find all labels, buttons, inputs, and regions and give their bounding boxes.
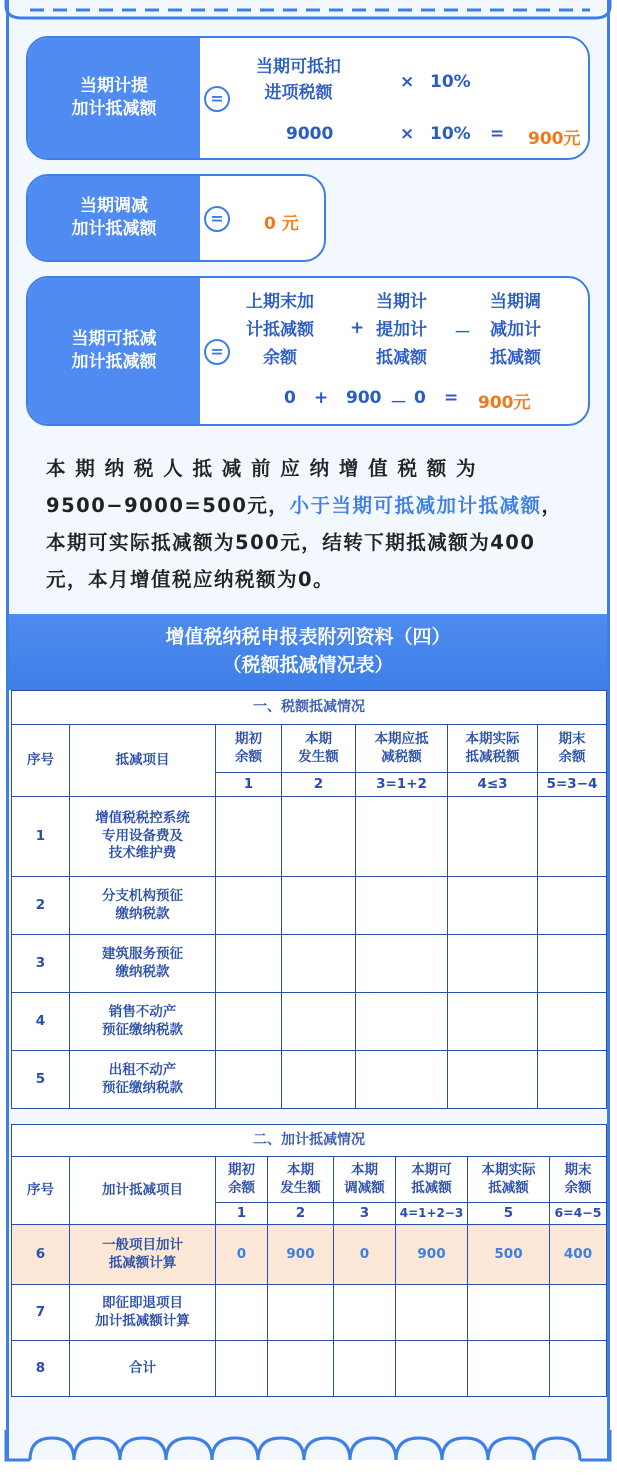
v2: 900 [346, 388, 382, 408]
current-reduction-label: 当期调 减加计 抵减额 [490, 292, 541, 368]
op3: = [444, 388, 459, 408]
equals-icon: = [204, 86, 230, 112]
section-title: 一、税额抵减情况 [12, 691, 607, 725]
minus-symbol: － [454, 323, 471, 343]
formula-lhs: 当期计提 加计抵减额 [28, 38, 200, 158]
table-cell [356, 797, 448, 877]
row-number: 3 [12, 935, 70, 993]
table-cell [538, 877, 607, 935]
op2: － [390, 393, 407, 413]
table-cell [448, 797, 538, 877]
value-cell [396, 1341, 468, 1397]
table-subtitle: （税额抵减情况表） [222, 654, 394, 676]
result-value: 900元 [528, 129, 581, 149]
rate-value: 10% [430, 124, 471, 144]
table-cell [216, 935, 282, 993]
table-cell [282, 877, 356, 935]
formula-lhs: 当期调减 加计抵减额 [28, 176, 200, 260]
op1: + [314, 388, 329, 408]
para-part3: ，本期可实际抵减额为500元，结转下期抵减额为400元，本月增值税应纳税额为0。 [46, 494, 563, 591]
value-cell: 900 [268, 1225, 334, 1285]
value-cell [550, 1341, 607, 1397]
table-cell [356, 877, 448, 935]
formula-lhs: 当期可抵减 加计抵减额 [28, 278, 200, 424]
table-cell [282, 993, 356, 1051]
top-dashed-border [0, 0, 617, 24]
table-cell [216, 797, 282, 877]
times-symbol: × [400, 72, 415, 92]
header-cell: 序号 [12, 1157, 70, 1225]
table-cell [216, 1051, 282, 1109]
deductible-input-tax-label: 当期可抵扣 进项税额 [256, 57, 341, 103]
equals-icon: = [204, 206, 230, 232]
formula-cell: 4≤3 [448, 773, 538, 797]
row-number: 7 [12, 1285, 70, 1341]
formula-cell: 5=3−4 [538, 773, 607, 797]
explanation-paragraph [46, 450, 576, 598]
value-cell [468, 1341, 550, 1397]
header-cell: 本期 调减额 [334, 1157, 396, 1203]
table-cell [538, 1051, 607, 1109]
header-cell: 序号 [12, 725, 70, 797]
row-number: 4 [12, 993, 70, 1051]
formula-box-current-accrual [26, 36, 590, 160]
header-cell: 期末 余额 [538, 725, 607, 773]
input-tax-value: 9000 [286, 124, 334, 144]
value-cell [216, 1341, 268, 1397]
equals-icon: = [204, 339, 230, 365]
formula-cell: 3=1+2 [356, 773, 448, 797]
times-symbol: × [400, 124, 415, 144]
header-cell: 本期 发生额 [282, 725, 356, 773]
value-cell [334, 1341, 396, 1397]
formula-cell: 6=4−5 [550, 1203, 607, 1225]
result-value: 900元 [478, 393, 531, 413]
header-cell: 抵减项目 [70, 725, 216, 797]
table-cell [356, 1051, 448, 1109]
value-cell [268, 1341, 334, 1397]
value-cell: 500 [468, 1225, 550, 1285]
table-cell [356, 935, 448, 993]
table-cell [216, 877, 282, 935]
current-accrual-label: 当期计 提加计 抵减额 [376, 292, 427, 368]
header-cell: 期初 余额 [216, 1157, 268, 1203]
para-part1: 本 期 纳 税 人 抵 减 前 应 纳 增 值 税 额 为 9500−9000=500元， [46, 457, 478, 517]
table-cell [448, 993, 538, 1051]
additional-deduction-table [11, 1124, 607, 1397]
formula-cell: 4=1+2−3 [396, 1203, 468, 1225]
formula-cell: 2 [282, 773, 356, 797]
table-cell [538, 993, 607, 1051]
header-cell: 本期应抵 减税额 [356, 725, 448, 773]
row-number: 5 [12, 1051, 70, 1109]
header-cell: 本期 发生额 [268, 1157, 334, 1203]
formula-cell: 1 [216, 1203, 268, 1225]
table-title-band [9, 614, 607, 690]
result-value: 0 元 [264, 214, 299, 234]
row-number: 8 [12, 1341, 70, 1397]
formula-cell: 3 [334, 1203, 396, 1225]
value-cell [396, 1285, 468, 1341]
row-item: 分支机构预征 缴纳税款 [70, 877, 216, 935]
header-cell: 加计抵减项目 [70, 1157, 216, 1225]
formula-box-current-deductible [26, 276, 590, 426]
value-cell [334, 1285, 396, 1341]
row-item: 销售不动产 预征缴纳税款 [70, 993, 216, 1051]
formula-cell: 1 [216, 773, 282, 797]
value-cell [468, 1285, 550, 1341]
row-number: 1 [12, 797, 70, 877]
value-cell: 0 [334, 1225, 396, 1285]
row-item: 增值税税控系统 专用设备费及 技术维护费 [70, 797, 216, 877]
equals-symbol: = [490, 124, 505, 144]
value-cell: 400 [550, 1225, 607, 1285]
v1: 0 [284, 388, 296, 408]
para-highlight: 小于当期可抵减加计抵减额 [289, 494, 542, 517]
value-cell: 900 [396, 1225, 468, 1285]
tax-deduction-table [11, 690, 607, 1109]
prior-balance-label: 上期末加 计抵减额 余额 [246, 292, 314, 368]
table-cell [356, 993, 448, 1051]
header-cell: 期末 余额 [550, 1157, 607, 1203]
plus-symbol: + [350, 318, 365, 338]
formula-cell: 5 [468, 1203, 550, 1225]
value-cell: 0 [216, 1225, 268, 1285]
table-cell [282, 797, 356, 877]
table-cell [282, 1051, 356, 1109]
value-cell [216, 1285, 268, 1341]
table-cell [448, 877, 538, 935]
row-number: 2 [12, 877, 70, 935]
table-cell [538, 935, 607, 993]
table-cell [448, 935, 538, 993]
formula-box-current-reduction [26, 174, 326, 262]
table-cell [538, 797, 607, 877]
row-item: 合计 [70, 1341, 216, 1397]
table-cell [448, 1051, 538, 1109]
rate-label: 10% [430, 72, 471, 92]
header-cell: 本期实际 抵减税额 [448, 725, 538, 773]
v3: 0 [414, 388, 426, 408]
row-number: 6 [12, 1225, 70, 1285]
header-cell: 本期可 抵减额 [396, 1157, 468, 1203]
bottom-scalloped-border [0, 1430, 617, 1482]
header-cell: 本期实际 抵减额 [468, 1157, 550, 1203]
table-cell [282, 935, 356, 993]
row-item: 建筑服务预征 缴纳税款 [70, 935, 216, 993]
row-item: 即征即退项目 加计抵减额计算 [70, 1285, 216, 1341]
section-title: 二、加计抵减情况 [12, 1125, 607, 1157]
value-cell [268, 1285, 334, 1341]
row-item: 一般项目加计 抵减额计算 [70, 1225, 216, 1285]
table-cell [216, 993, 282, 1051]
row-item: 出租不动产 预征缴纳税款 [70, 1051, 216, 1109]
header-cell: 期初 余额 [216, 725, 282, 773]
formula-cell: 2 [268, 1203, 334, 1225]
value-cell [550, 1285, 607, 1341]
table-title: 增值税纳税申报表附列资料（四） [165, 626, 451, 648]
